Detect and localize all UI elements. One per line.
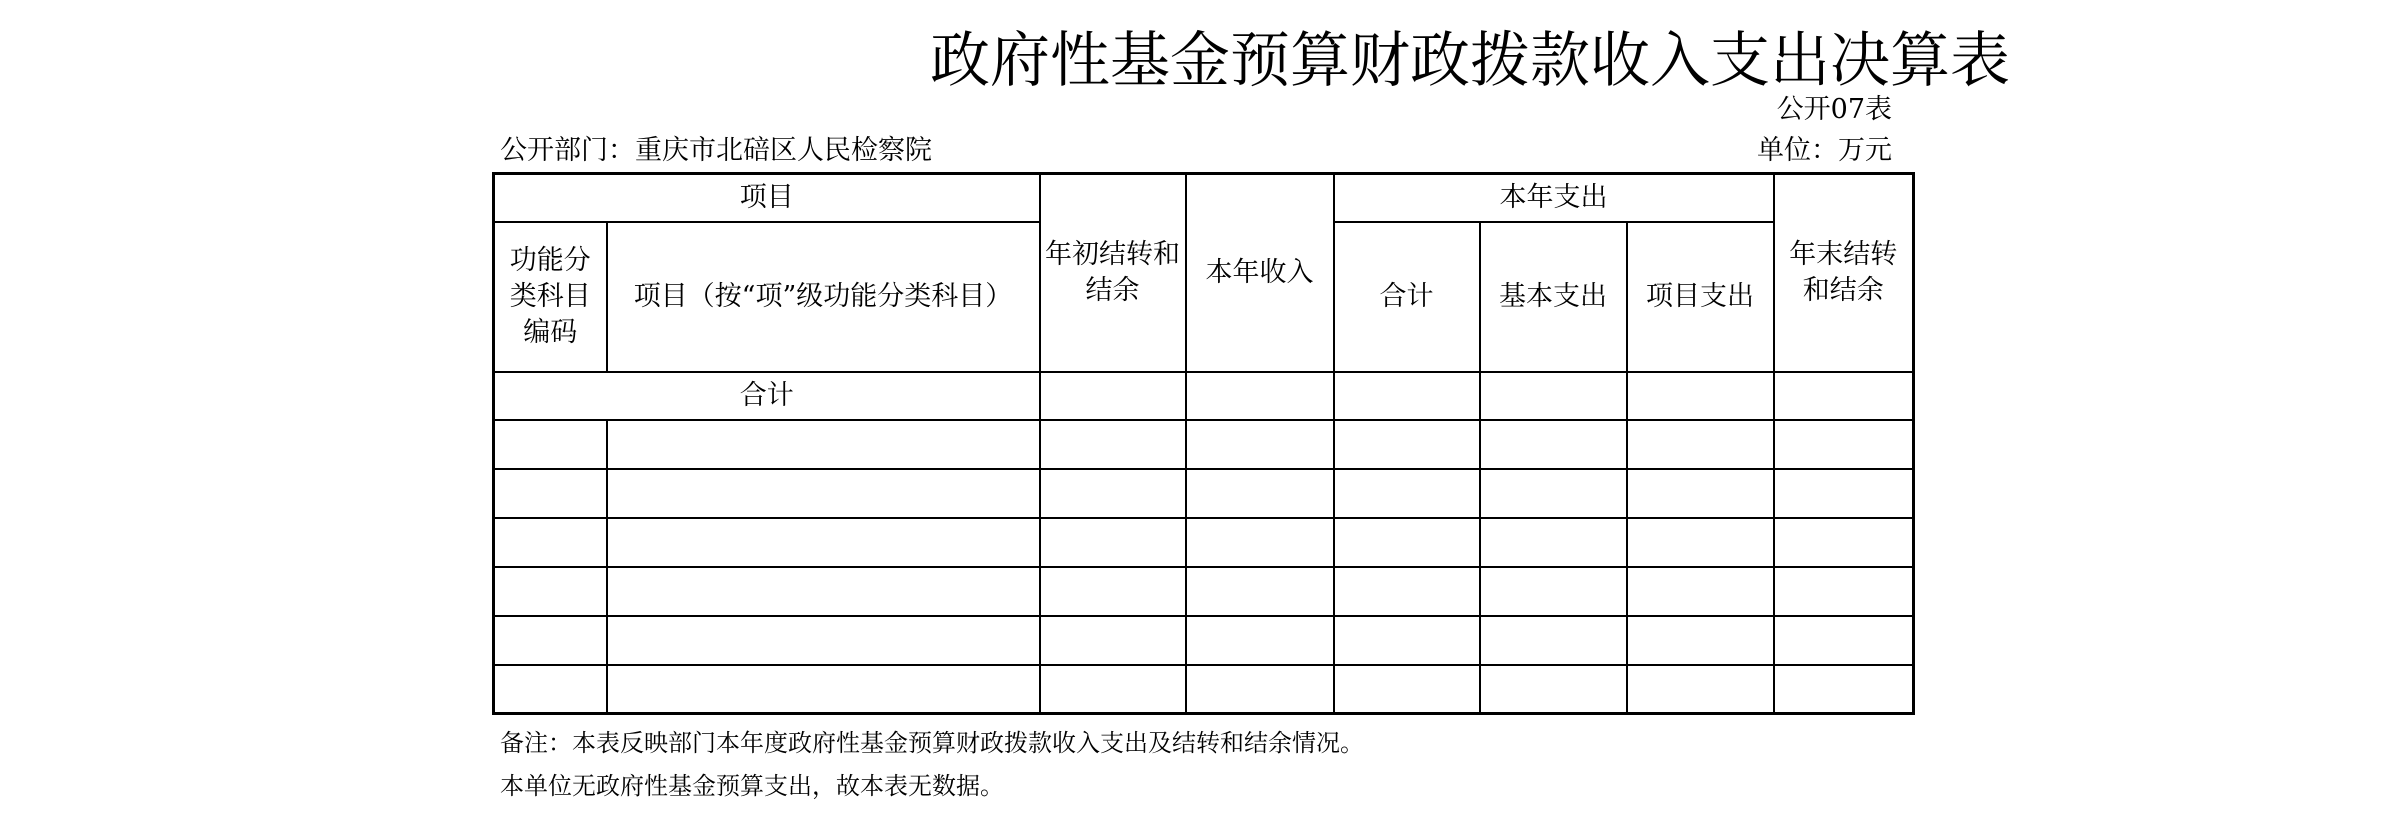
table-cell bbox=[494, 567, 607, 616]
table-cell bbox=[1186, 518, 1334, 567]
unit-label: 单位：万元 bbox=[1757, 135, 1892, 166]
table-cell bbox=[1480, 372, 1627, 420]
title-text: 政府性基金预算财政拨款收入支出决算表 bbox=[930, 26, 2010, 96]
header-row-1 bbox=[494, 174, 1914, 222]
table-cell bbox=[1186, 372, 1334, 420]
table-cell bbox=[1627, 518, 1774, 567]
table-row bbox=[494, 567, 1914, 616]
table-cell bbox=[1040, 372, 1186, 420]
table-cell bbox=[1627, 567, 1774, 616]
table-row bbox=[494, 665, 1914, 714]
table-cell bbox=[1627, 469, 1774, 518]
table-cell bbox=[1334, 518, 1480, 567]
header-project-expense: 项目支出 bbox=[1627, 222, 1774, 372]
table-cell bbox=[494, 469, 607, 518]
table-cell bbox=[1186, 469, 1334, 518]
table-cell bbox=[494, 420, 607, 469]
table-cell bbox=[1334, 567, 1480, 616]
table-cell bbox=[1774, 372, 1914, 420]
table-cell bbox=[1040, 518, 1186, 567]
note-line-2: 本单位无政府性基金预算支出，故本表无数据。 bbox=[500, 772, 1004, 800]
table-cell bbox=[1040, 665, 1186, 714]
table-cell bbox=[1774, 518, 1914, 567]
table-cell bbox=[1774, 665, 1914, 714]
table-cell bbox=[1627, 665, 1774, 714]
table-cell bbox=[1186, 567, 1334, 616]
table-cell bbox=[1774, 616, 1914, 665]
table-cell bbox=[1040, 469, 1186, 518]
table-cell bbox=[1334, 420, 1480, 469]
header-project-group: 项目 bbox=[494, 174, 1040, 222]
table-cell bbox=[494, 518, 607, 567]
table-cell bbox=[1186, 616, 1334, 665]
table-row bbox=[494, 518, 1914, 567]
table-row bbox=[494, 420, 1914, 469]
table-row bbox=[494, 469, 1914, 518]
header-basic-expense: 基本支出 bbox=[1480, 222, 1627, 372]
table-cell bbox=[1480, 469, 1627, 518]
table-cell bbox=[1186, 420, 1334, 469]
header-expense-total: 合计 bbox=[1334, 222, 1480, 372]
table-cell bbox=[1480, 616, 1627, 665]
table-cell bbox=[1480, 518, 1627, 567]
total-row bbox=[494, 372, 1914, 420]
table-cell bbox=[1627, 616, 1774, 665]
table-cell bbox=[1480, 665, 1627, 714]
header-opening-balance: 年初结转和结余 bbox=[1040, 174, 1186, 372]
table-cell bbox=[607, 616, 1040, 665]
notes bbox=[500, 722, 1364, 808]
table-cell bbox=[1334, 616, 1480, 665]
budget-table bbox=[492, 172, 1915, 715]
table-row bbox=[494, 616, 1914, 665]
table-cell bbox=[494, 665, 607, 714]
note-line-1: 备注：本表反映部门本年度政府性基金预算财政拨款收入支出及结转和结余情况。 bbox=[500, 729, 1364, 757]
table-cell bbox=[1040, 420, 1186, 469]
header-closing-balance: 年末结转和结余 bbox=[1774, 174, 1914, 372]
header-annual-expense: 本年支出 bbox=[1334, 174, 1774, 222]
form-code: 公开07表 bbox=[1776, 94, 1892, 125]
header-annual-income: 本年收入 bbox=[1186, 174, 1334, 372]
table-cell bbox=[1480, 420, 1627, 469]
table-cell bbox=[1040, 567, 1186, 616]
table-cell bbox=[1334, 665, 1480, 714]
table-cell bbox=[1774, 567, 1914, 616]
table-cell bbox=[494, 616, 607, 665]
table-cell bbox=[607, 665, 1040, 714]
header-function-code: 功能分类科目编码 bbox=[494, 222, 607, 372]
table-cell bbox=[1774, 469, 1914, 518]
table-cell bbox=[1480, 567, 1627, 616]
table-cell bbox=[1774, 420, 1914, 469]
table-cell bbox=[1186, 665, 1334, 714]
table-cell bbox=[607, 469, 1040, 518]
page-title bbox=[0, 22, 2400, 100]
table-cell bbox=[607, 518, 1040, 567]
table-cell bbox=[607, 420, 1040, 469]
table-cell bbox=[1040, 616, 1186, 665]
table-cell bbox=[1334, 372, 1480, 420]
header-project-name: 项目（按“项”级功能分类科目） bbox=[607, 222, 1040, 372]
department-label: 公开部门：重庆市北碚区人民检察院 bbox=[500, 135, 932, 166]
table-cell bbox=[1627, 420, 1774, 469]
table-cell bbox=[1334, 469, 1480, 518]
total-row-label: 合计 bbox=[494, 372, 1040, 420]
table-cell bbox=[1627, 372, 1774, 420]
table-cell bbox=[607, 567, 1040, 616]
